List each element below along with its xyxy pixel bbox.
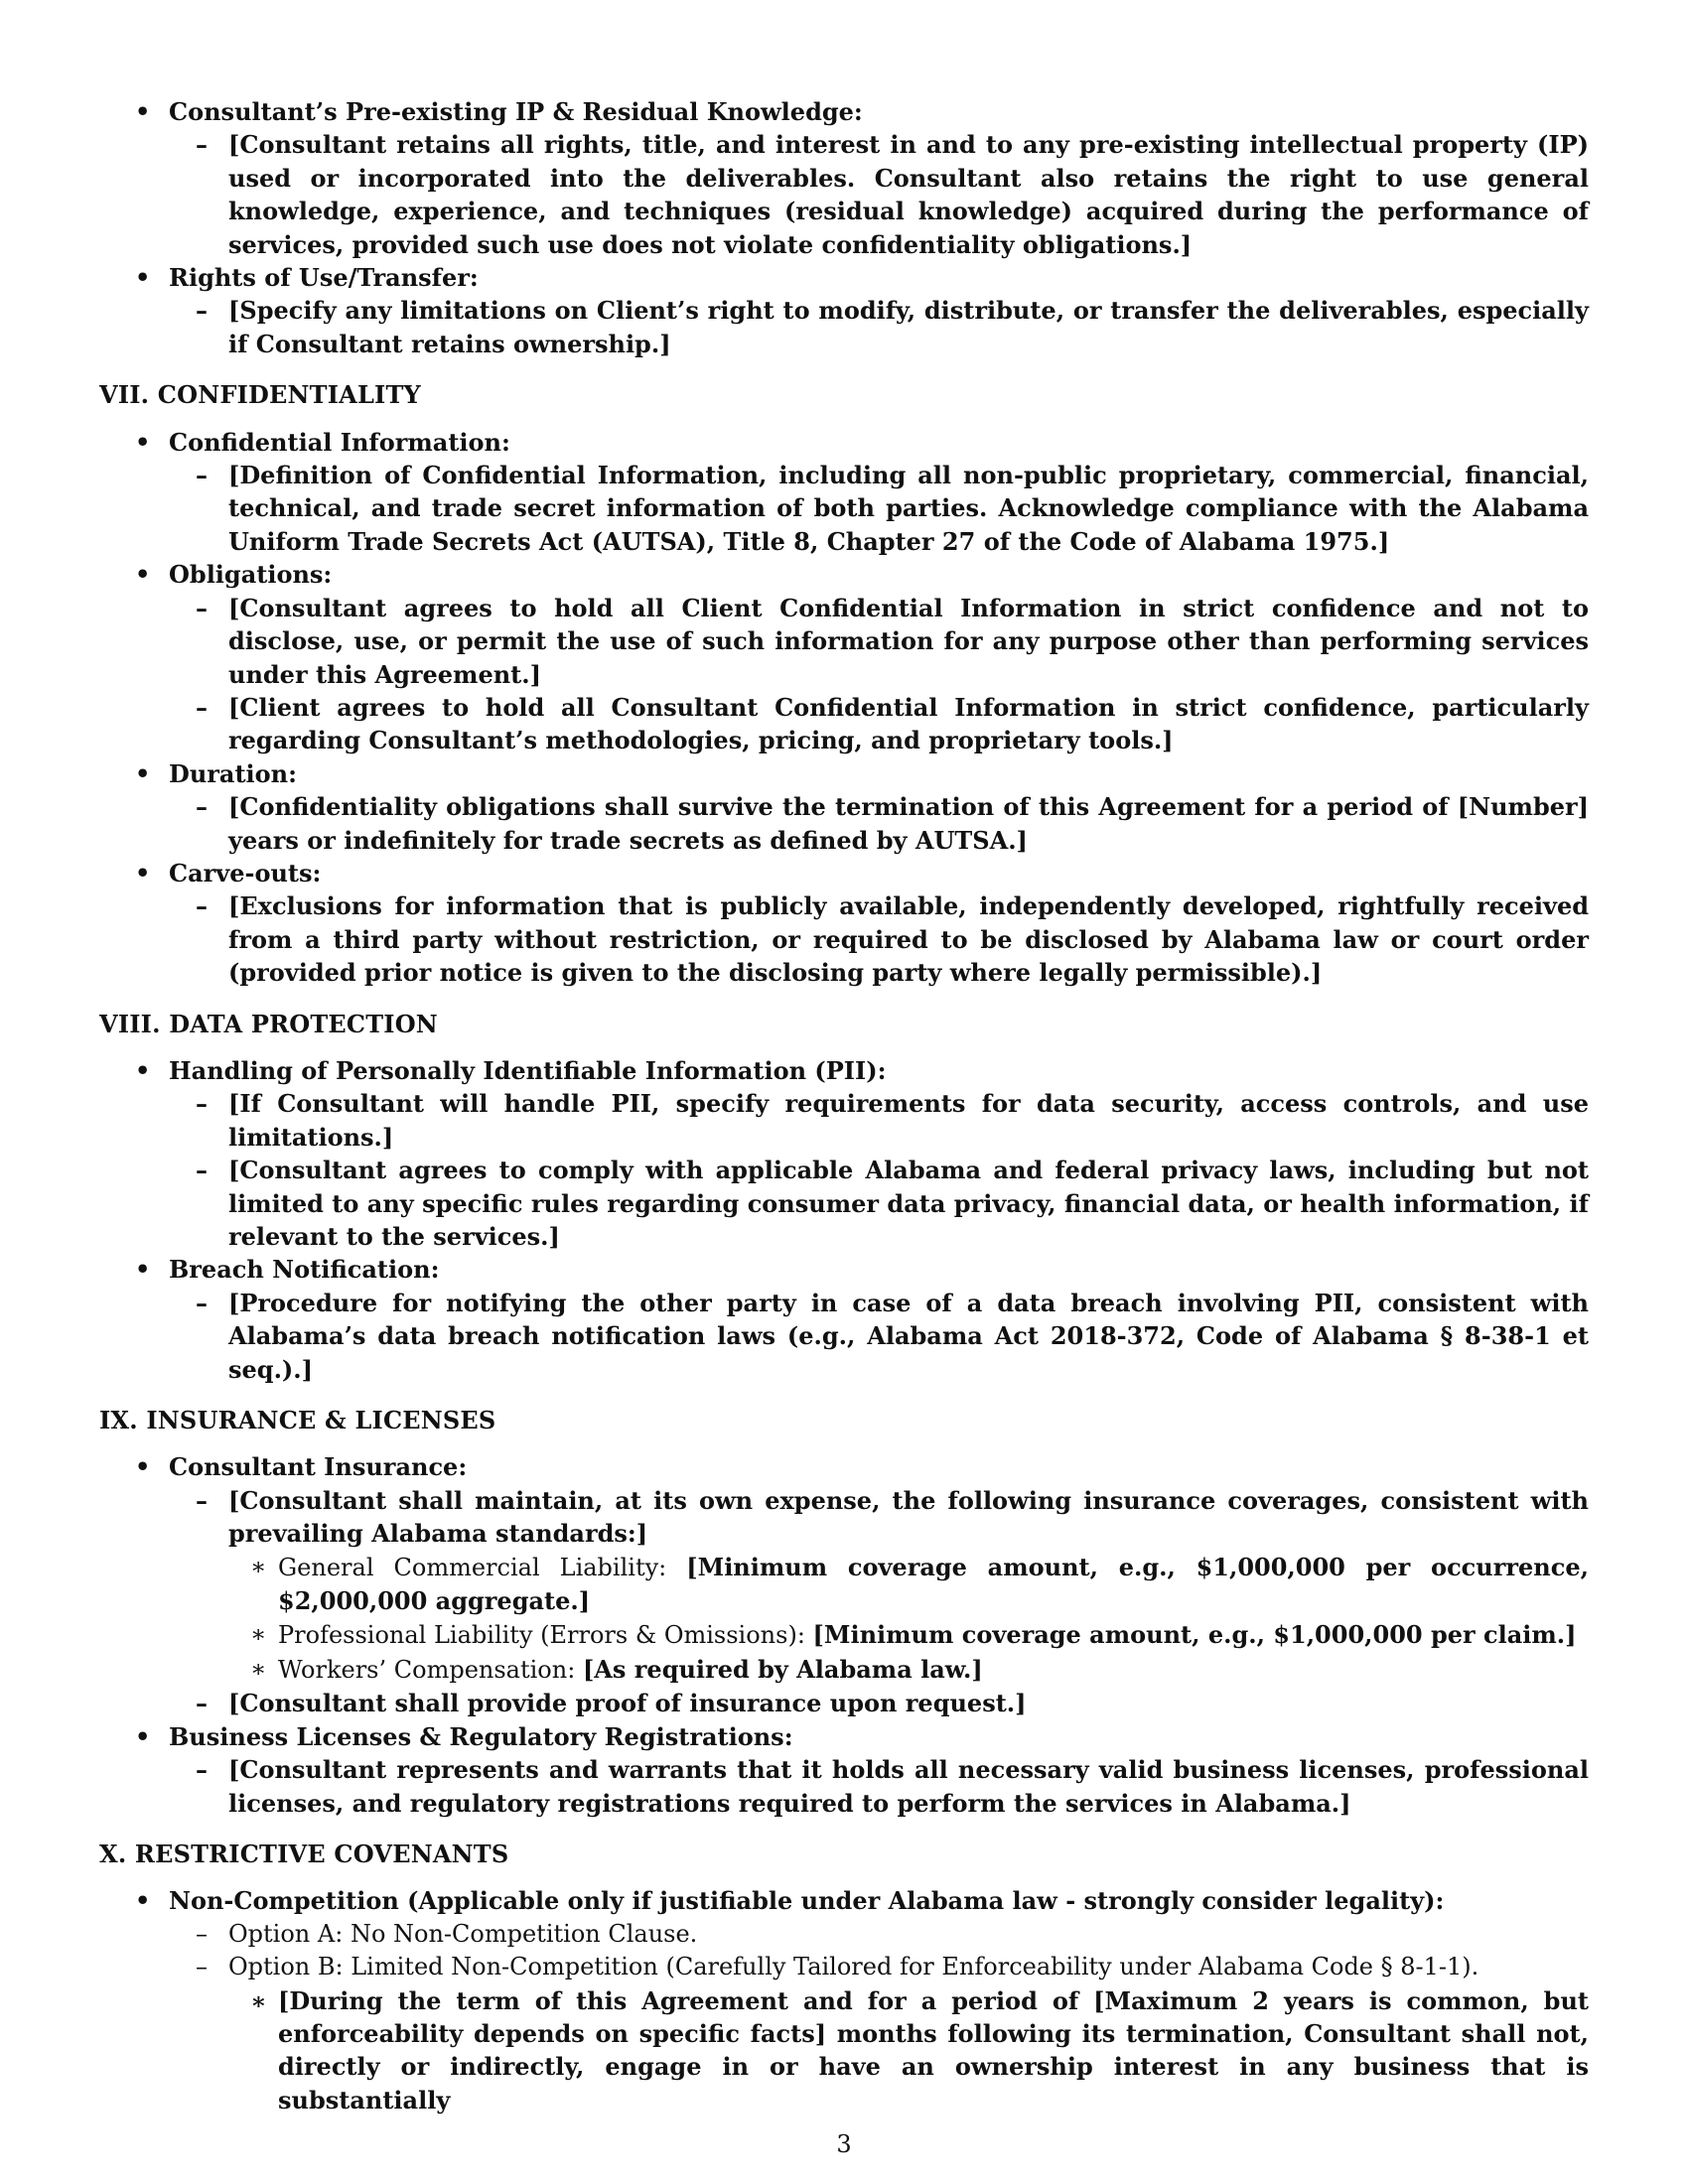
bullet-consultant-insurance — [99, 1450, 1589, 1483]
coverage-workers-compensation — [99, 1653, 1589, 1687]
bullet-non-competition — [99, 1884, 1589, 1917]
dash-marker: – — [196, 1156, 208, 1185]
rights-of-use-item — [99, 294, 1589, 360]
dash-marker: – — [196, 1689, 208, 1718]
option-a-text: Option A: No Non-Competition Clause. — [228, 1919, 698, 1948]
option-b-clause-text: [During the term of this Agreement and for a period of [Maximum 2 years is common, but enforceability depends on specific facts] months following its termination, Consultant shall not, directly or indirectly, engage in or have an ownership interest in any business that is substantially — [278, 1985, 1589, 2115]
rights-of-use-label: Rights of Use/Transfer: — [169, 263, 479, 293]
general-liability-text: [Minimum coverage amount, e.g., $1,000,000 per occurrence, $2,000,000 aggregate.] — [278, 1552, 1589, 1616]
consultant-insurance-label: Consultant Insurance: — [169, 1452, 468, 1482]
asterisk-marker: ∗ — [250, 1654, 267, 1683]
confidential-info-text: [Definition of Confidential Information, including all non-public proprietary, commercial, financial, technical, and trade secret information of both parties. Acknowledge compliance with the Alabama Uniform Trade Secrets Act (AUTSA), Title 8, Chapter 27 of the Code of Alabama 1975.] — [228, 461, 1589, 556]
bullet-marker: • — [135, 858, 151, 887]
option-a-item — [99, 1918, 1589, 1951]
pii-text-2: [Consultant agrees to comply with applicable Alabama and federal privacy laws, including but not limited to any specific rules regarding consumer data privacy, financial data, or health information, if relevant to the services.] — [228, 1156, 1589, 1251]
dash-marker: – — [196, 296, 208, 326]
preexisting-ip-text: [Consultant retains all rights, title, and interest in and to any pre-existing intellectual property (IP) used or incorporated into the deliverables. Consultant also retains the right to use general knowledge, experience, and techniques (residual knowledge) acquired during the performance of services, provided such use does not violate confidentiality obligations.] — [228, 130, 1589, 259]
bullet-marker: • — [135, 1886, 151, 1916]
duration-label: Duration: — [169, 758, 297, 788]
dash-marker: – — [196, 593, 208, 622]
pii-item-2 — [99, 1154, 1589, 1253]
dash-marker: – — [196, 1919, 208, 1948]
bullet-breach-notification — [99, 1253, 1589, 1286]
asterisk-marker: ∗ — [250, 1552, 267, 1580]
option-b-item — [99, 1951, 1589, 1983]
consultant-insurance-text: [Consultant shall maintain, at its own expense, the following insurance coverages, consistent with prevailing Alabama standards:] — [228, 1485, 1589, 1549]
bullet-marker: • — [135, 263, 151, 293]
pii-label: Handling of Personally Identifiable Information (PII): — [169, 1055, 887, 1085]
asterisk-marker: ∗ — [250, 1620, 267, 1649]
dash-marker: – — [196, 130, 208, 160]
proof-of-insurance-text: [Consultant shall provide proof of insurance upon request.] — [228, 1689, 1027, 1718]
duration-item — [99, 790, 1589, 857]
page-number: 3 — [836, 2130, 852, 2158]
business-licenses-label: Business Licenses & Regulatory Registrations: — [169, 1721, 793, 1751]
bullet-rights-of-use — [99, 261, 1589, 294]
bullet-marker: • — [135, 1452, 151, 1482]
bullet-confidential-info — [99, 426, 1589, 459]
dash-marker: – — [196, 1089, 208, 1119]
obligations-text-1: [Consultant agrees to hold all Client Confidential Information in strict confidence and not to disclose, use, or permit the use of such information for any purpose other than performing services under this Agreement.] — [228, 593, 1589, 689]
dash-marker: – — [196, 692, 208, 722]
section-heading-insurance: IX. INSURANCE & LICENSES — [99, 1406, 496, 1435]
carve-outs-item — [99, 889, 1589, 989]
dash-marker: – — [196, 891, 208, 921]
preexisting-ip-item — [99, 128, 1589, 261]
preexisting-ip-label: Consultant’s Pre-existing IP & Residual Knowledge: — [169, 97, 863, 126]
bullet-marker: • — [135, 758, 151, 788]
section-heading-data-protection: VIII. DATA PROTECTION — [99, 1009, 438, 1038]
document-page — [99, 95, 1589, 2116]
dash-marker: – — [196, 1953, 208, 1981]
option-b-text: Option B: Limited Non-Competition (Carefully Tailored for Enforceability under Alabama Code § 8-1-1). — [228, 1953, 1479, 1981]
coverage-general-liability — [99, 1551, 1589, 1619]
professional-liability-text: [Minimum coverage amount, e.g., $1,000,000 per claim.] — [812, 1620, 1577, 1650]
section-heading-confidentiality: VII. CONFIDENTIALITY — [99, 380, 421, 410]
pii-text-1: [If Consultant will handle PII, specify requirements for data security, access controls, and use limitations.] — [228, 1089, 1589, 1152]
bullet-marker: • — [135, 97, 151, 126]
consultant-insurance-item — [99, 1484, 1589, 1551]
asterisk-marker: ∗ — [250, 1985, 267, 2015]
obligations-item-client — [99, 691, 1589, 757]
bullet-duration — [99, 757, 1589, 790]
bullet-marker: • — [135, 1255, 151, 1285]
obligations-item-consultant — [99, 592, 1589, 691]
bullet-carve-outs — [99, 857, 1589, 889]
professional-liability-label: Professional Liability (Errors & Omissions): — [278, 1621, 805, 1650]
breach-item — [99, 1287, 1589, 1386]
business-licenses-item — [99, 1753, 1589, 1820]
rights-of-use-text: [Specify any limitations on Client’s right to modify, distribute, or transfer the deliverables, especially if Consultant retains ownership.] — [228, 296, 1589, 358]
dash-marker: – — [196, 792, 208, 822]
bullet-marker: • — [135, 1721, 151, 1751]
dash-marker: – — [196, 461, 208, 490]
carve-outs-text: [Exclusions for information that is publicly available, independently developed, rightfully received from a third party without restriction, or required to be disclosed by Alabama law or court order (provided prior notice is given to the disclosing party where legally permissible).] — [228, 891, 1589, 988]
proof-of-insurance-item — [99, 1687, 1589, 1719]
obligations-label: Obligations: — [169, 560, 333, 590]
confidential-info-label: Confidential Information: — [169, 427, 510, 457]
breach-label: Breach Notification: — [169, 1255, 440, 1285]
business-licenses-text: [Consultant represents and warrants that it holds all necessary valid business licenses, professional licenses, and regulatory registrations required to perform the services in Alabama.] — [228, 1755, 1589, 1818]
option-b-clause — [99, 1984, 1589, 2117]
dash-marker: – — [196, 1288, 208, 1317]
non-competition-label: Non-Competition (Applicable only if justifiable under Alabama law - strongly consider legality): — [169, 1886, 1445, 1916]
general-liability-label: General Commercial Liability: — [278, 1553, 667, 1581]
section-heading-restrictive-covenants: X. RESTRICTIVE COVENANTS — [99, 1839, 509, 1868]
pii-item-1 — [99, 1087, 1589, 1154]
bullet-marker: • — [135, 560, 151, 590]
bullet-preexisting-ip — [99, 95, 1589, 128]
bullet-marker: • — [135, 1055, 151, 1085]
bullet-pii — [99, 1054, 1589, 1087]
obligations-text-2: [Client agrees to hold all Consultant Confidential Information in strict confidence, particularly regarding Consultant’s methodologies, pricing, and proprietary tools.] — [228, 692, 1589, 755]
confidential-info-item — [99, 459, 1589, 558]
carve-outs-label: Carve-outs: — [169, 858, 322, 887]
bullet-obligations — [99, 558, 1589, 591]
dash-marker: – — [196, 1485, 208, 1515]
bullet-business-licenses — [99, 1720, 1589, 1753]
workers-compensation-text: [As required by Alabama law.] — [582, 1654, 983, 1684]
workers-compensation-label: Workers’ Compensation: — [278, 1655, 576, 1684]
coverage-professional-liability — [99, 1618, 1589, 1652]
breach-text: [Procedure for notifying the other party in case of a data breach involving PII, consistent with Alabama’s data breach notification laws (e.g., Alabama Act 2018-372, Code of Alabama § 8-38-1 et seq.).] — [228, 1288, 1589, 1384]
dash-marker: – — [196, 1755, 208, 1785]
bullet-marker: • — [135, 427, 151, 457]
duration-text: [Confidentiality obligations shall survive the termination of this Agreement for a period of [Number] years or indefinitely for trade secrets as defined by AUTSA.] — [228, 792, 1589, 855]
